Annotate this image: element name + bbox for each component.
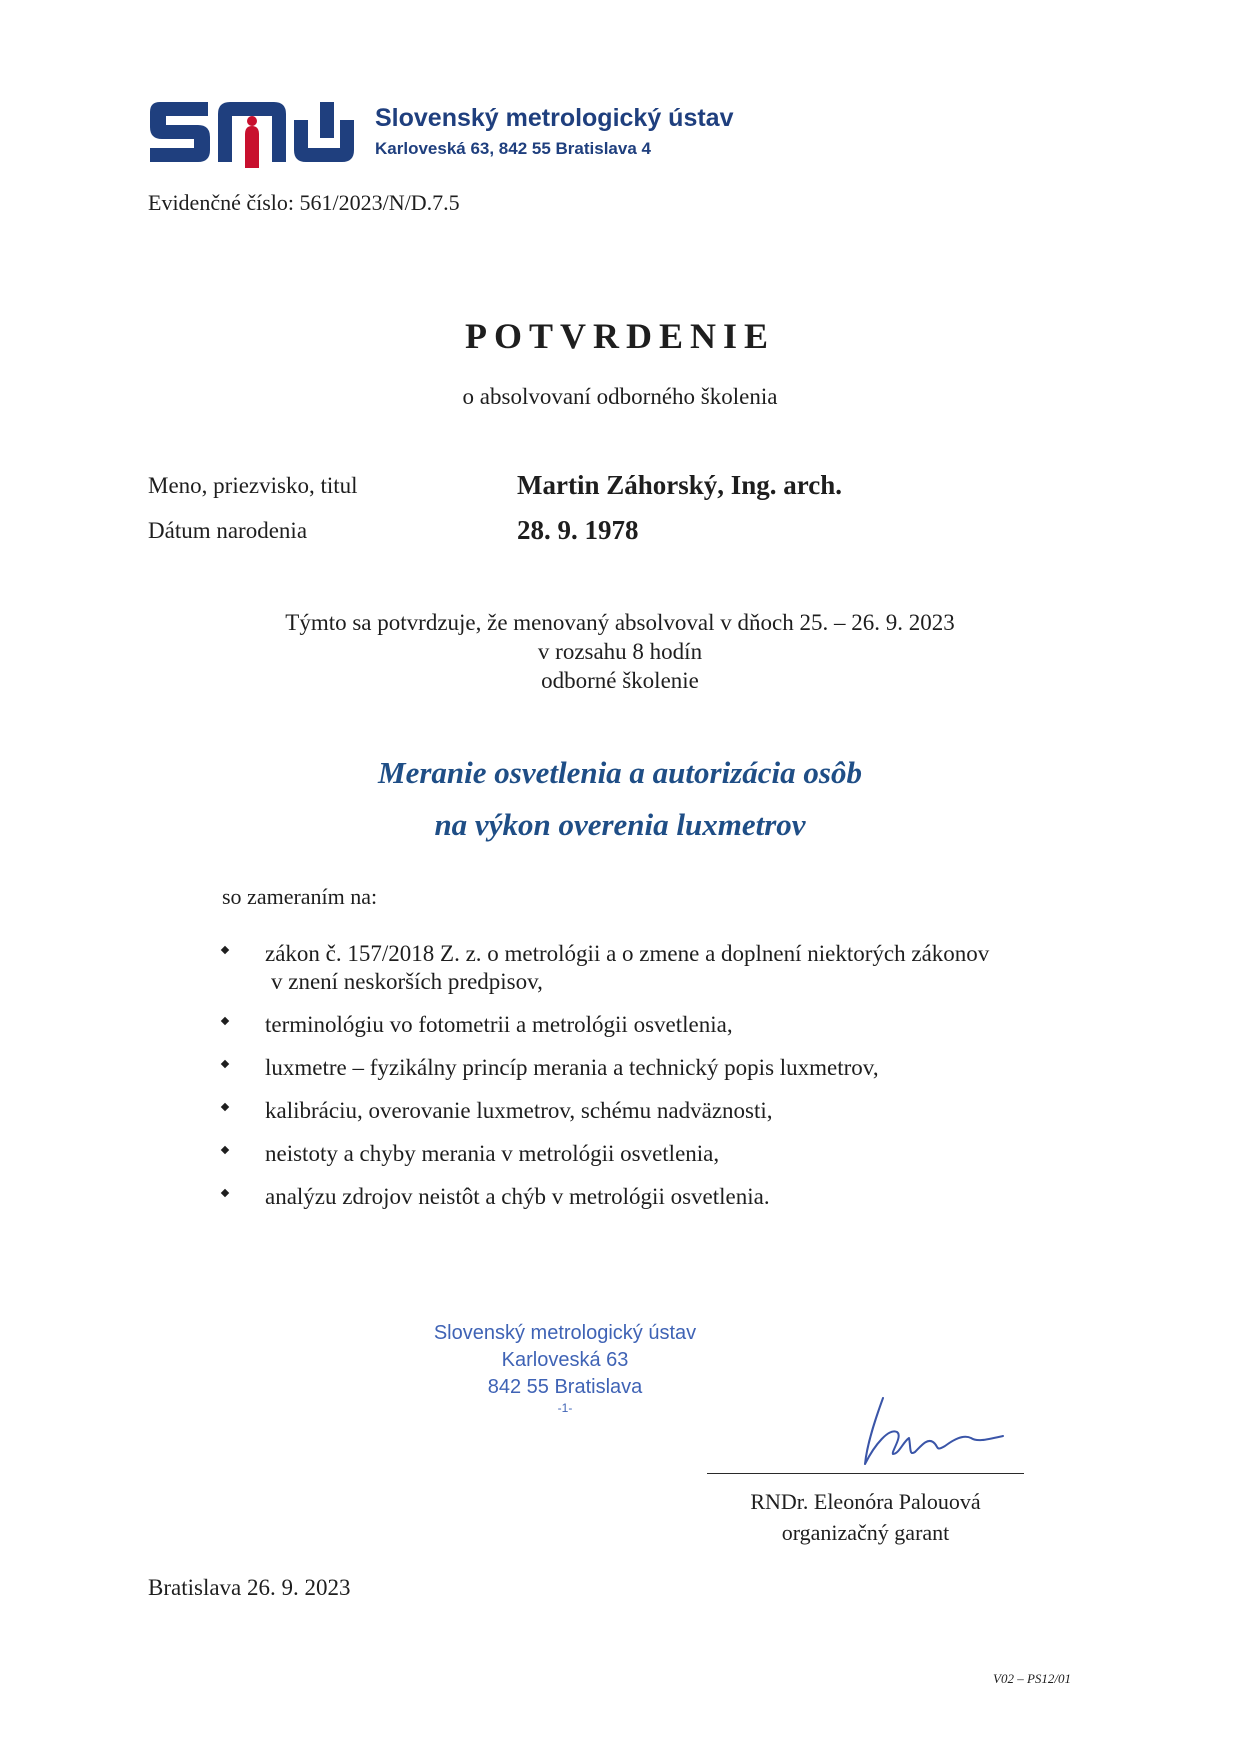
signer-name: RNDr. Eleonóra Palouová <box>750 1489 981 1514</box>
bullet-icon <box>221 1146 229 1154</box>
list-item <box>222 1011 1082 1039</box>
confirmation-line-3: odborné školenie <box>541 668 699 693</box>
logo-red-accent <box>245 126 259 168</box>
institution-stamp <box>400 1320 730 1415</box>
name-value: Martin Záhorský, Ing. arch. <box>517 470 843 500</box>
list-item <box>222 1140 1082 1168</box>
confirmation-line-2: v rozsahu 8 hodín <box>537 639 703 664</box>
list-item-text: zákon č. 157/2018 Z. z. o metrológii a o zmene a doplnení niektorých zákonov <box>265 941 990 966</box>
logo-letter-s <box>150 102 210 162</box>
list-item-text: terminológiu vo fotometrii a metrológii osvetlenia, <box>265 1012 733 1037</box>
list-item-text: neistoty a chyby merania v metrológii osvetlenia, <box>265 1141 720 1166</box>
bullet-icon <box>221 1060 229 1068</box>
logo-accent-bar <box>320 102 334 138</box>
organization-address: Karloveská 63, 842 55 Bratislava 4 <box>375 139 651 158</box>
evidence-number: Evidenčné číslo: 561/2023/N/D.7.5 <box>148 190 460 215</box>
handwritten-signature-icon <box>853 1382 1013 1472</box>
list-item-text-continued: v znení neskorších predpisov, <box>271 969 543 994</box>
list-item <box>222 940 1082 996</box>
list-item <box>222 1183 1082 1211</box>
list-item-text: analýzu zdrojov neistôt a chýb v metrológii osvetlenia. <box>265 1184 770 1209</box>
signature-line <box>707 1473 1024 1474</box>
confirmation-line-1: Týmto sa potvrdzuje, že menovaný absolvoval v dňoch 25. – 26. 9. 2023 <box>285 610 955 635</box>
stamp-line-3: 842 55 Bratislava <box>487 1376 643 1398</box>
bullet-icon <box>221 1189 229 1197</box>
birth-date-value: 28. 9. 1978 <box>517 515 639 545</box>
list-item <box>222 1054 1082 1082</box>
bullet-icon <box>221 1017 229 1025</box>
course-title-line-1: Meranie osvetlenia a autorizácia osôb <box>378 755 862 790</box>
list-item-text: luxmetre – fyzikálny princíp merania a technický popis luxmetrov, <box>265 1055 879 1080</box>
logo-red-dot <box>247 116 257 126</box>
smu-logo-icon <box>148 98 358 168</box>
bullet-icon <box>221 946 229 954</box>
birth-date-label: Dátum narodenia <box>148 518 308 543</box>
list-item <box>222 1097 1082 1125</box>
signer-role: organizačný garant <box>781 1520 950 1545</box>
focus-intro: so zameraním na: <box>222 884 378 909</box>
form-version-code: V02 – PS12/01 <box>993 1671 1071 1686</box>
document-title: POTVRDENIE <box>464 316 776 356</box>
list-item-text: kalibráciu, overovanie luxmetrov, schému nadväznosti, <box>265 1098 773 1123</box>
name-label: Meno, priezvisko, titul <box>148 473 358 498</box>
stamp-number: -1- <box>557 1401 573 1415</box>
place-and-date: Bratislava 26. 9. 2023 <box>148 1575 351 1600</box>
stamp-line-2: Karloveská 63 <box>501 1349 629 1371</box>
focus-list <box>222 940 1082 1226</box>
stamp-line-1: Slovenský metrologický ústav <box>433 1322 697 1344</box>
bullet-icon <box>221 1103 229 1111</box>
course-title-line-2: na výkon overenia luxmetrov <box>434 807 806 842</box>
document-subtitle: o absolvovaní odborného školenia <box>462 384 778 409</box>
organization-name: Slovenský metrologický ústav <box>375 104 734 132</box>
